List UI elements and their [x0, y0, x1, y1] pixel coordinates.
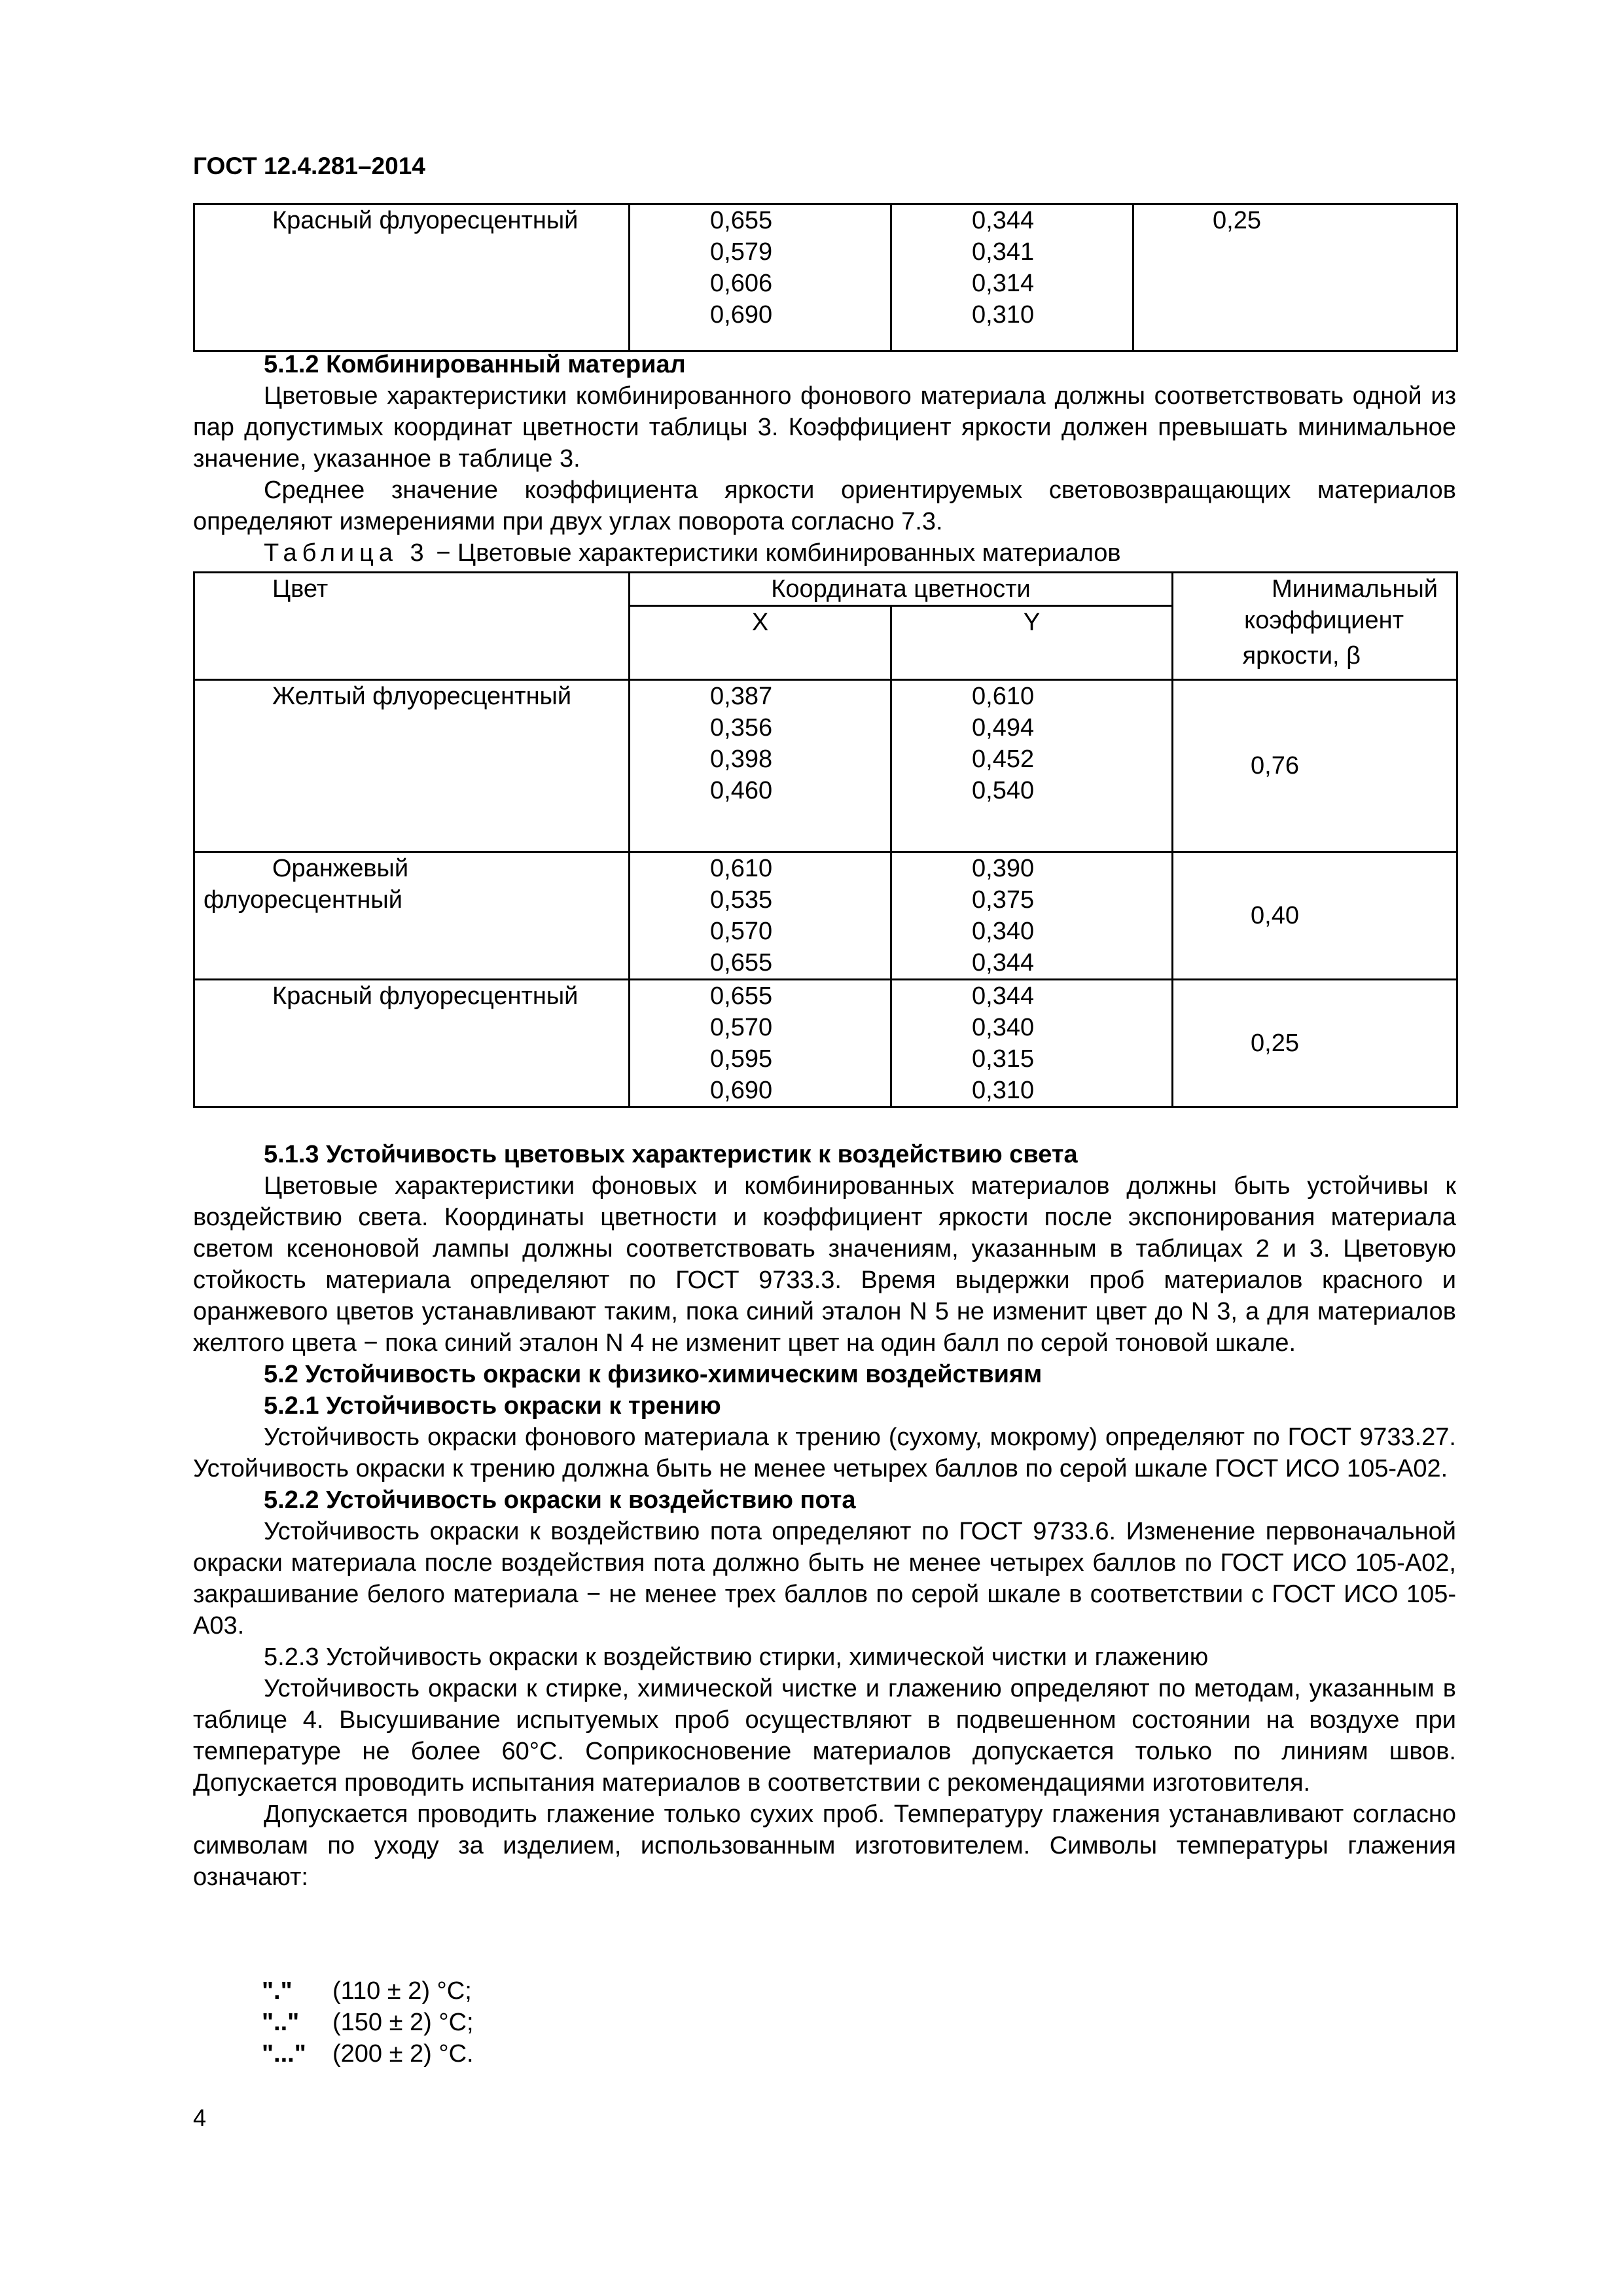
- section-heading: 5.2 Устойчивость окраски к физико-химическим воздействиям: [264, 1361, 1043, 1388]
- iron-symbol: "..": [262, 2009, 300, 2036]
- table-cell-x: 0,655 0,579 0,606 0,690: [630, 204, 891, 351]
- table-row: [194, 980, 1457, 1107]
- header-x: X: [630, 606, 891, 680]
- section-heading: 5.2.1 Устойчивость окраски к трению: [264, 1392, 721, 1420]
- table-caption-title: − Цветовые характеристики комбинированных материалов: [429, 539, 1121, 567]
- table-header-row: [194, 573, 1457, 606]
- iron-temperature: (110 ± 2) °С;: [332, 1977, 472, 2005]
- header-coef-line2: коэффициент: [1244, 607, 1404, 634]
- table-2-continuation: [193, 203, 1458, 352]
- table-caption-number: Таблица 3: [264, 539, 429, 567]
- header-coef-line3: яркости, β: [1242, 642, 1361, 670]
- paragraph: Устойчивость окраски к стирке, химической чистке и глажению определяют по методам, указанным в таблице 4. Высушивание испытуемых проб осуществляют в подвешенном состоянии на воздухе при температуре не более 60°С. Соприкосновение материалов допускается только по линиям швов. Допускается проводить испытания материалов в соответствии с рекомендациями изготовителя.: [193, 1675, 1456, 1797]
- iron-temperature: (150 ± 2) °С;: [332, 2009, 474, 2036]
- header-coef-line1: Минимальный: [1272, 575, 1438, 603]
- paragraph: Допускается проводить глажение только сухих проб. Температуру глажения устанавливают согласно символам по уходу за изделием, использованным изготовителем. Символы температуры глажения означают:: [193, 1801, 1456, 1891]
- iron-symbol-row: [262, 2038, 474, 2070]
- table-row: [194, 680, 1457, 852]
- table-cell-color: Красный флуоресцентный: [194, 980, 630, 1107]
- header-y: Y: [891, 606, 1173, 680]
- table-cell-color: Красный флуоресцентный: [194, 204, 630, 351]
- paragraph: Среднее значение коэффициента яркости ориентируемых световозвращающих материалов определяют измерениями при двух углах поворота согласно 7.3.: [193, 476, 1456, 535]
- table-cell-x: 0,655 0,570 0,595 0,690: [630, 980, 891, 1107]
- table-cell-y: 0,344 0,341 0,314 0,310: [891, 204, 1133, 351]
- document-header: ГОСТ 12.4.281–2014: [193, 152, 425, 179]
- paragraph: Устойчивость окраски к воздействию пота определяют по ГОСТ 9733.6. Изменение первоначальной окраски материала после воздействия пота должно быть не менее четырех баллов по ГОСТ ИСО 105-А02, закрашивание белого материала − не менее трех баллов по серой шкале в соответствии с ГОСТ ИСО 105-А03.: [193, 1518, 1456, 1640]
- table-cell-x: 0,610 0,535 0,570 0,655: [630, 852, 891, 980]
- iron-symbol-row: [262, 2007, 474, 2038]
- section-5-1-3: [193, 1139, 1456, 1893]
- table-row: [194, 852, 1457, 980]
- iron-symbol-row: [262, 1975, 472, 2007]
- header-color: Цвет: [194, 573, 630, 680]
- iron-temperature: (200 ± 2) °С.: [332, 2040, 474, 2068]
- table-cell-coef: 0,40: [1173, 852, 1457, 980]
- table-cell-x: 0,387 0,356 0,398 0,460: [630, 680, 891, 852]
- iron-symbol: ".": [262, 1977, 293, 2005]
- iron-symbol: "...": [262, 2040, 306, 2068]
- header-coordinate: Координата цветности: [630, 573, 1173, 606]
- table-cell-y: 0,390 0,375 0,340 0,344: [891, 852, 1173, 980]
- table-cell-color: Желтый флуоресцентный: [194, 680, 630, 852]
- section-heading: 5.1.2 Комбинированный материал: [264, 351, 686, 378]
- table-cell-y: 0,610 0,494 0,452 0,540: [891, 680, 1173, 852]
- table-caption: [193, 537, 1456, 569]
- paragraph: Устойчивость окраски фонового материала к трению (сухому, мокрому) определяют по ГОСТ 9733.27. Устойчивость окраски к трению должна быть не менее четырех баллов по серой шкале ГОСТ ИСО 105-А02.: [193, 1424, 1456, 1482]
- table-3: [193, 571, 1458, 1108]
- paragraph: Цветовые характеристики фоновых и комбинированных материалов должны быть устойчивы к воздействию света. Координаты цветности и коэффициент яркости после экспонирования материала светом ксеноновой лампы должны соответствовать значениям, указанным в таблицах 2 и 3. Цветовую стойкость материала определяют по ГОСТ 9733.3. Время выдержки проб материалов красного и оранжевого цветов устанавливают таким, пока синий эталон N 5 не изменит цвет до N 3, а для материалов желтого цвета − пока синий эталон N 4 не изменит цвет на один балл по серой тоновой шкале.: [193, 1172, 1456, 1357]
- table-cell-coef: 0,76: [1173, 680, 1457, 852]
- table-cell-coef: 0,25: [1133, 204, 1457, 351]
- table-cell-color: Оранжевый флуоресцентный: [194, 852, 630, 980]
- table-cell-y: 0,344 0,340 0,315 0,310: [891, 980, 1173, 1107]
- section-heading: 5.1.3 Устойчивость цветовых характеристик к воздействию света: [264, 1141, 1078, 1168]
- section-heading: 5.2.2 Устойчивость окраски к воздействию пота: [264, 1486, 856, 1514]
- table-cell-coef: 0,25: [1173, 980, 1457, 1107]
- header-coefficient: [1173, 573, 1457, 680]
- table-row: [194, 204, 1457, 351]
- section-5-1-2: [193, 349, 1456, 569]
- page-number: 4: [193, 2104, 207, 2131]
- paragraph: Цветовые характеристики комбинированного фонового материала должны соответствовать одной из пар допустимых координат цветности таблицы 3. Коэффициент яркости должен превышать минимальное значение, указанное в таблице 3.: [193, 382, 1456, 473]
- section-heading: 5.2.3 Устойчивость окраски к воздействию стирки, химической чистки и глажению: [264, 1643, 1209, 1671]
